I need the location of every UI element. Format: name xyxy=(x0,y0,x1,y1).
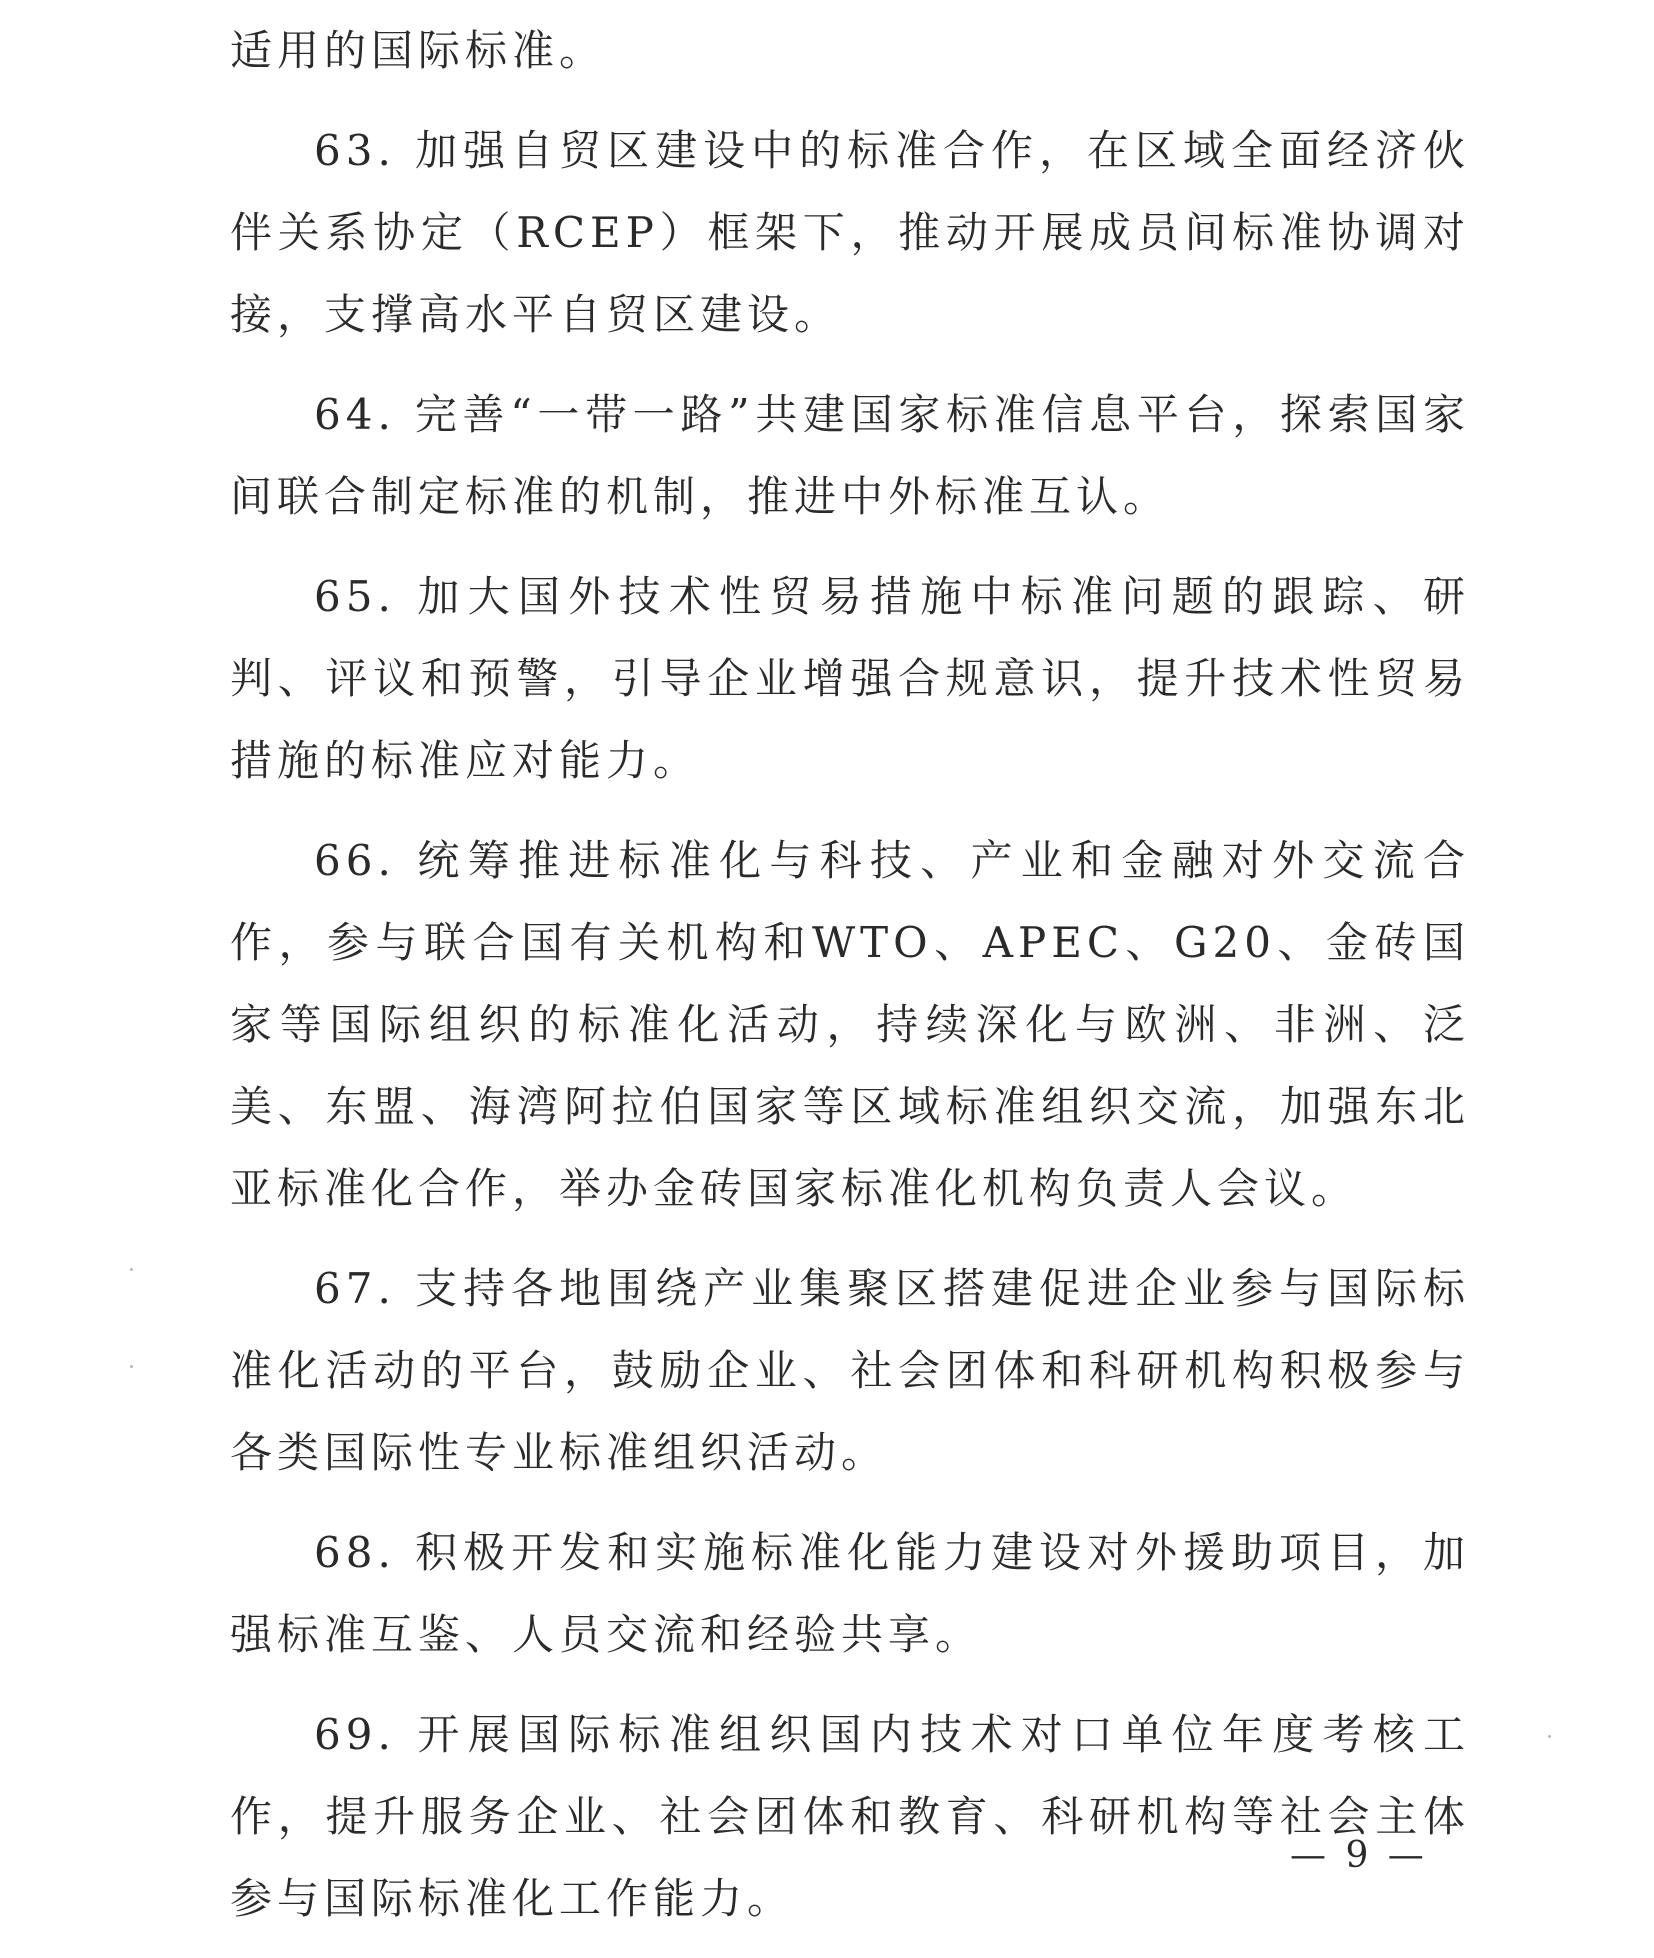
paragraph-65: 65. 加大国外技术性贸易措施中标准问题的跟踪、研判、评议和预警，引导企业增强合规意识，提升技术性贸易措施的标准应对能力。 xyxy=(230,572,1470,785)
paragraph-66: 66. 统筹推进标准化与科技、产业和金融对外交流合作，参与联合国有关机构和WTO、APEC、G20、金砖国家等国际组织的标准化活动，持续深化与欧洲、非洲、泛美、东盟、海湾阿拉伯国家等区域标准组织交流，加强东北亚标准化合作，举办金砖国家标准化机构负责人会议。 xyxy=(230,836,1470,1213)
document-body xyxy=(230,10,1470,1958)
scan-speck xyxy=(130,1365,133,1368)
lead-paragraph: 适用的国际标准。 xyxy=(230,26,607,75)
scan-speck xyxy=(130,1268,133,1271)
paragraph-63: 63. 加强自贸区建设中的标准合作，在区域全面经济伙伴关系协定（RCEP）框架下，推动开展成员间标准协调对接，支撑高水平自贸区建设。 xyxy=(230,126,1470,339)
paragraph-68: 68. 积极开发和实施标准化能力建设对外援助项目，加强标准互鉴、人员交流和经验共享。 xyxy=(230,1528,1470,1659)
paragraph-69: 69. 开展国际标准组织国内技术对口单位年度考核工作，提升服务企业、社会团体和教育、科研机构等社会主体参与国际标准化工作能力。 xyxy=(230,1710,1470,1923)
paragraph-64: 64. 完善“一带一路”共建国家标准信息平台，探索国家间联合制定标准的机制，推进中外标准互认。 xyxy=(230,390,1470,521)
scan-speck xyxy=(1548,1735,1551,1738)
page-number: — 9 — xyxy=(1290,1835,1428,1876)
paragraph-67: 67. 支持各地围绕产业集聚区搭建促进企业参与国际标准化活动的平台，鼓励企业、社会团体和科研机构积极参与各类国际性专业标准组织活动。 xyxy=(230,1264,1470,1477)
